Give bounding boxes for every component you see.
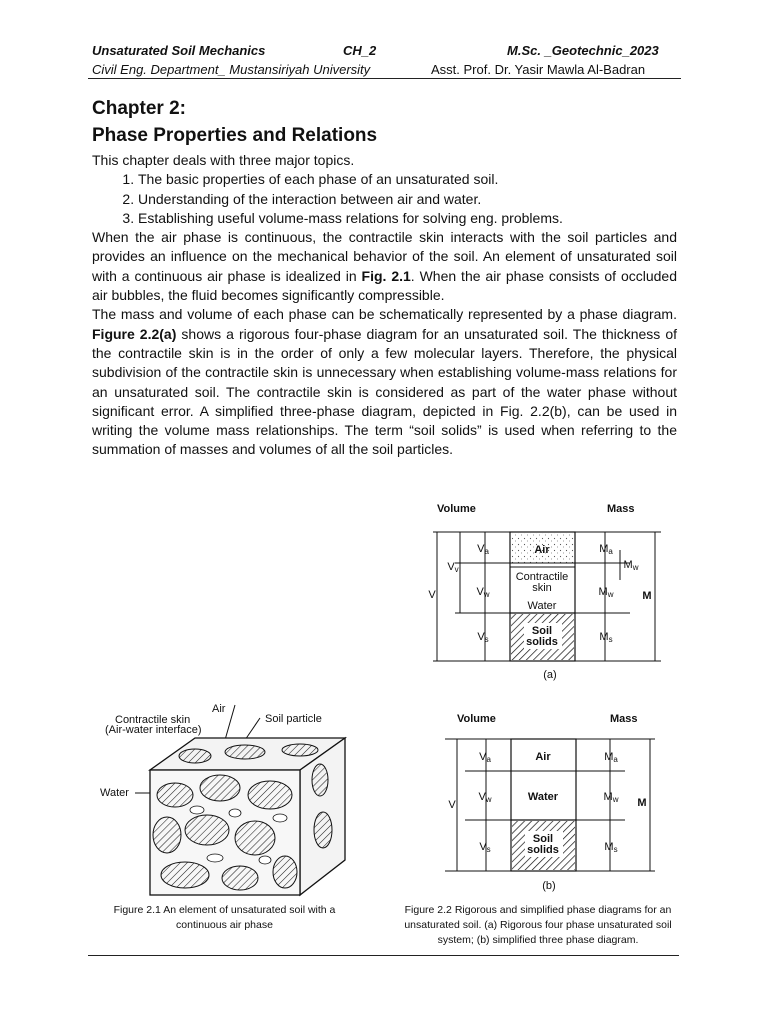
mw-label: Mw [598, 586, 614, 599]
paragraph-1 [92, 228, 677, 305]
soil-particle-callout: Soil particle [265, 713, 322, 725]
ma-label-b: Ma [604, 751, 618, 764]
vw-label: Vw [476, 586, 490, 599]
phase-diagram-b [435, 705, 680, 897]
vs-label: Vs [477, 631, 489, 644]
topics-list [92, 170, 677, 228]
mass-heading: Mass [607, 503, 635, 515]
topic-item: 3. Establishing useful volume-mass relations for solving eng. problems. [138, 209, 677, 228]
header-program: M.Sc. _Geotechnic_2023 [507, 43, 659, 58]
fig21-ref: Fig. 2.1 [361, 267, 411, 284]
para2-text-a: The mass and volume of each phase can be schematically represented by a phase diagram. [92, 306, 677, 323]
intro-line: This chapter deals with three major topics. [92, 152, 355, 168]
volume-heading-b: Volume [457, 713, 496, 725]
vw-label-b: Vw [478, 791, 492, 804]
vv-label: Vv [447, 561, 459, 574]
chapter-title: Phase Properties and Relations [92, 125, 378, 146]
mass-heading-b: Mass [610, 713, 638, 725]
topic-item: 1. The basic properties of each phase of an unsaturated soil. [138, 170, 677, 189]
phase-diagram-a [415, 495, 685, 690]
header-rule [88, 78, 681, 79]
caption-fig21: Figure 2.1 An element of unsaturated soil with a continuous air phase [113, 904, 336, 931]
va-label: Va [477, 543, 489, 556]
contractile-callout: Contractile skin [115, 714, 191, 726]
header-department: Civil Eng. Department_ Mustansiriyah University [92, 62, 371, 77]
v-total-label: V [428, 589, 436, 601]
soil-label-b: Soil [532, 833, 554, 845]
para1-text-b: . When the air phase consists of occluded air bubbles, the fluid becomes significantly compressible. [92, 267, 677, 304]
mv-label: Mw [623, 559, 639, 572]
fig-b-label: (b) [542, 880, 556, 892]
contractile-label: Contractile [515, 571, 569, 583]
air-callout: Air [212, 703, 226, 715]
water-label: Water [527, 600, 557, 612]
para1-text-a: When the air phase is continuous, the contractile skin interacts with the soil particles and provides an influence on the mechanical behavior of the soil. An element of unsaturated soil with a continuous air phase is idealized in [92, 229, 677, 284]
water-callout: Water [100, 787, 129, 799]
header-chapter-code: CH_2 [343, 43, 377, 58]
water-label-b: Water [527, 791, 559, 803]
caption-fig22: Figure 2.2 Rigorous and simplified phase diagrams for an unsaturated soil. (a) Rigorous four phase unsaturated soil system; (b) simplified three phase diagram. [404, 904, 672, 946]
paragraph-2 [92, 305, 677, 459]
ms-label-b: Ms [604, 841, 618, 854]
volume-heading: Volume [437, 503, 476, 515]
fig-a-label: (a) [543, 669, 557, 681]
solids-label-b: solids [527, 844, 559, 856]
chapter-number: Chapter 2: [92, 98, 186, 119]
skin-label: skin [532, 582, 552, 594]
header-course: Unsaturated Soil Mechanics [92, 43, 266, 58]
fig22a-ref: Figure 2.2(a) [92, 325, 177, 342]
va-label-b: Va [479, 751, 491, 764]
para2-text-b: shows a rigorous four-phase diagram for an unsaturated soil. The thickness of the contractile skin is in the order of only a few molecular layers. Therefore, the physical subdivision of the contractile skin is unnecessary when establishing volume-mass relations for an unsaturated soil. The contractile skin is considered as part of the water phase without significant error. A simplified three-phase diagram, depicted in Fig. 2.2(b), can be used in writing the volume mass relationships. The term “soil solids” is used when referring to the summation of masses and volumes of all the soil particles. [92, 325, 677, 458]
mw-label-b: Mw [603, 791, 619, 804]
ms-label: Ms [599, 631, 613, 644]
interface-callout: (Air-water interface) [105, 724, 202, 736]
vs-label-b: Vs [479, 841, 491, 854]
topic-item: 2. Understanding of the interaction between air and water. [138, 190, 677, 209]
air-label: Air [534, 544, 550, 556]
v-total-label-b: V [448, 799, 456, 811]
footer-rule [88, 955, 679, 956]
header-instructor: Asst. Prof. Dr. Yasir Mawla Al-Badran [431, 62, 646, 77]
soil-label: Soil [531, 625, 553, 637]
body-text [92, 151, 677, 460]
soil-element-figure [95, 700, 365, 900]
ma-label: Ma [599, 543, 613, 556]
solids-label: solids [526, 636, 558, 648]
m-total-label-b: M [637, 797, 647, 809]
air-label-b: Air [535, 751, 551, 763]
m-total-label: M [642, 590, 652, 602]
